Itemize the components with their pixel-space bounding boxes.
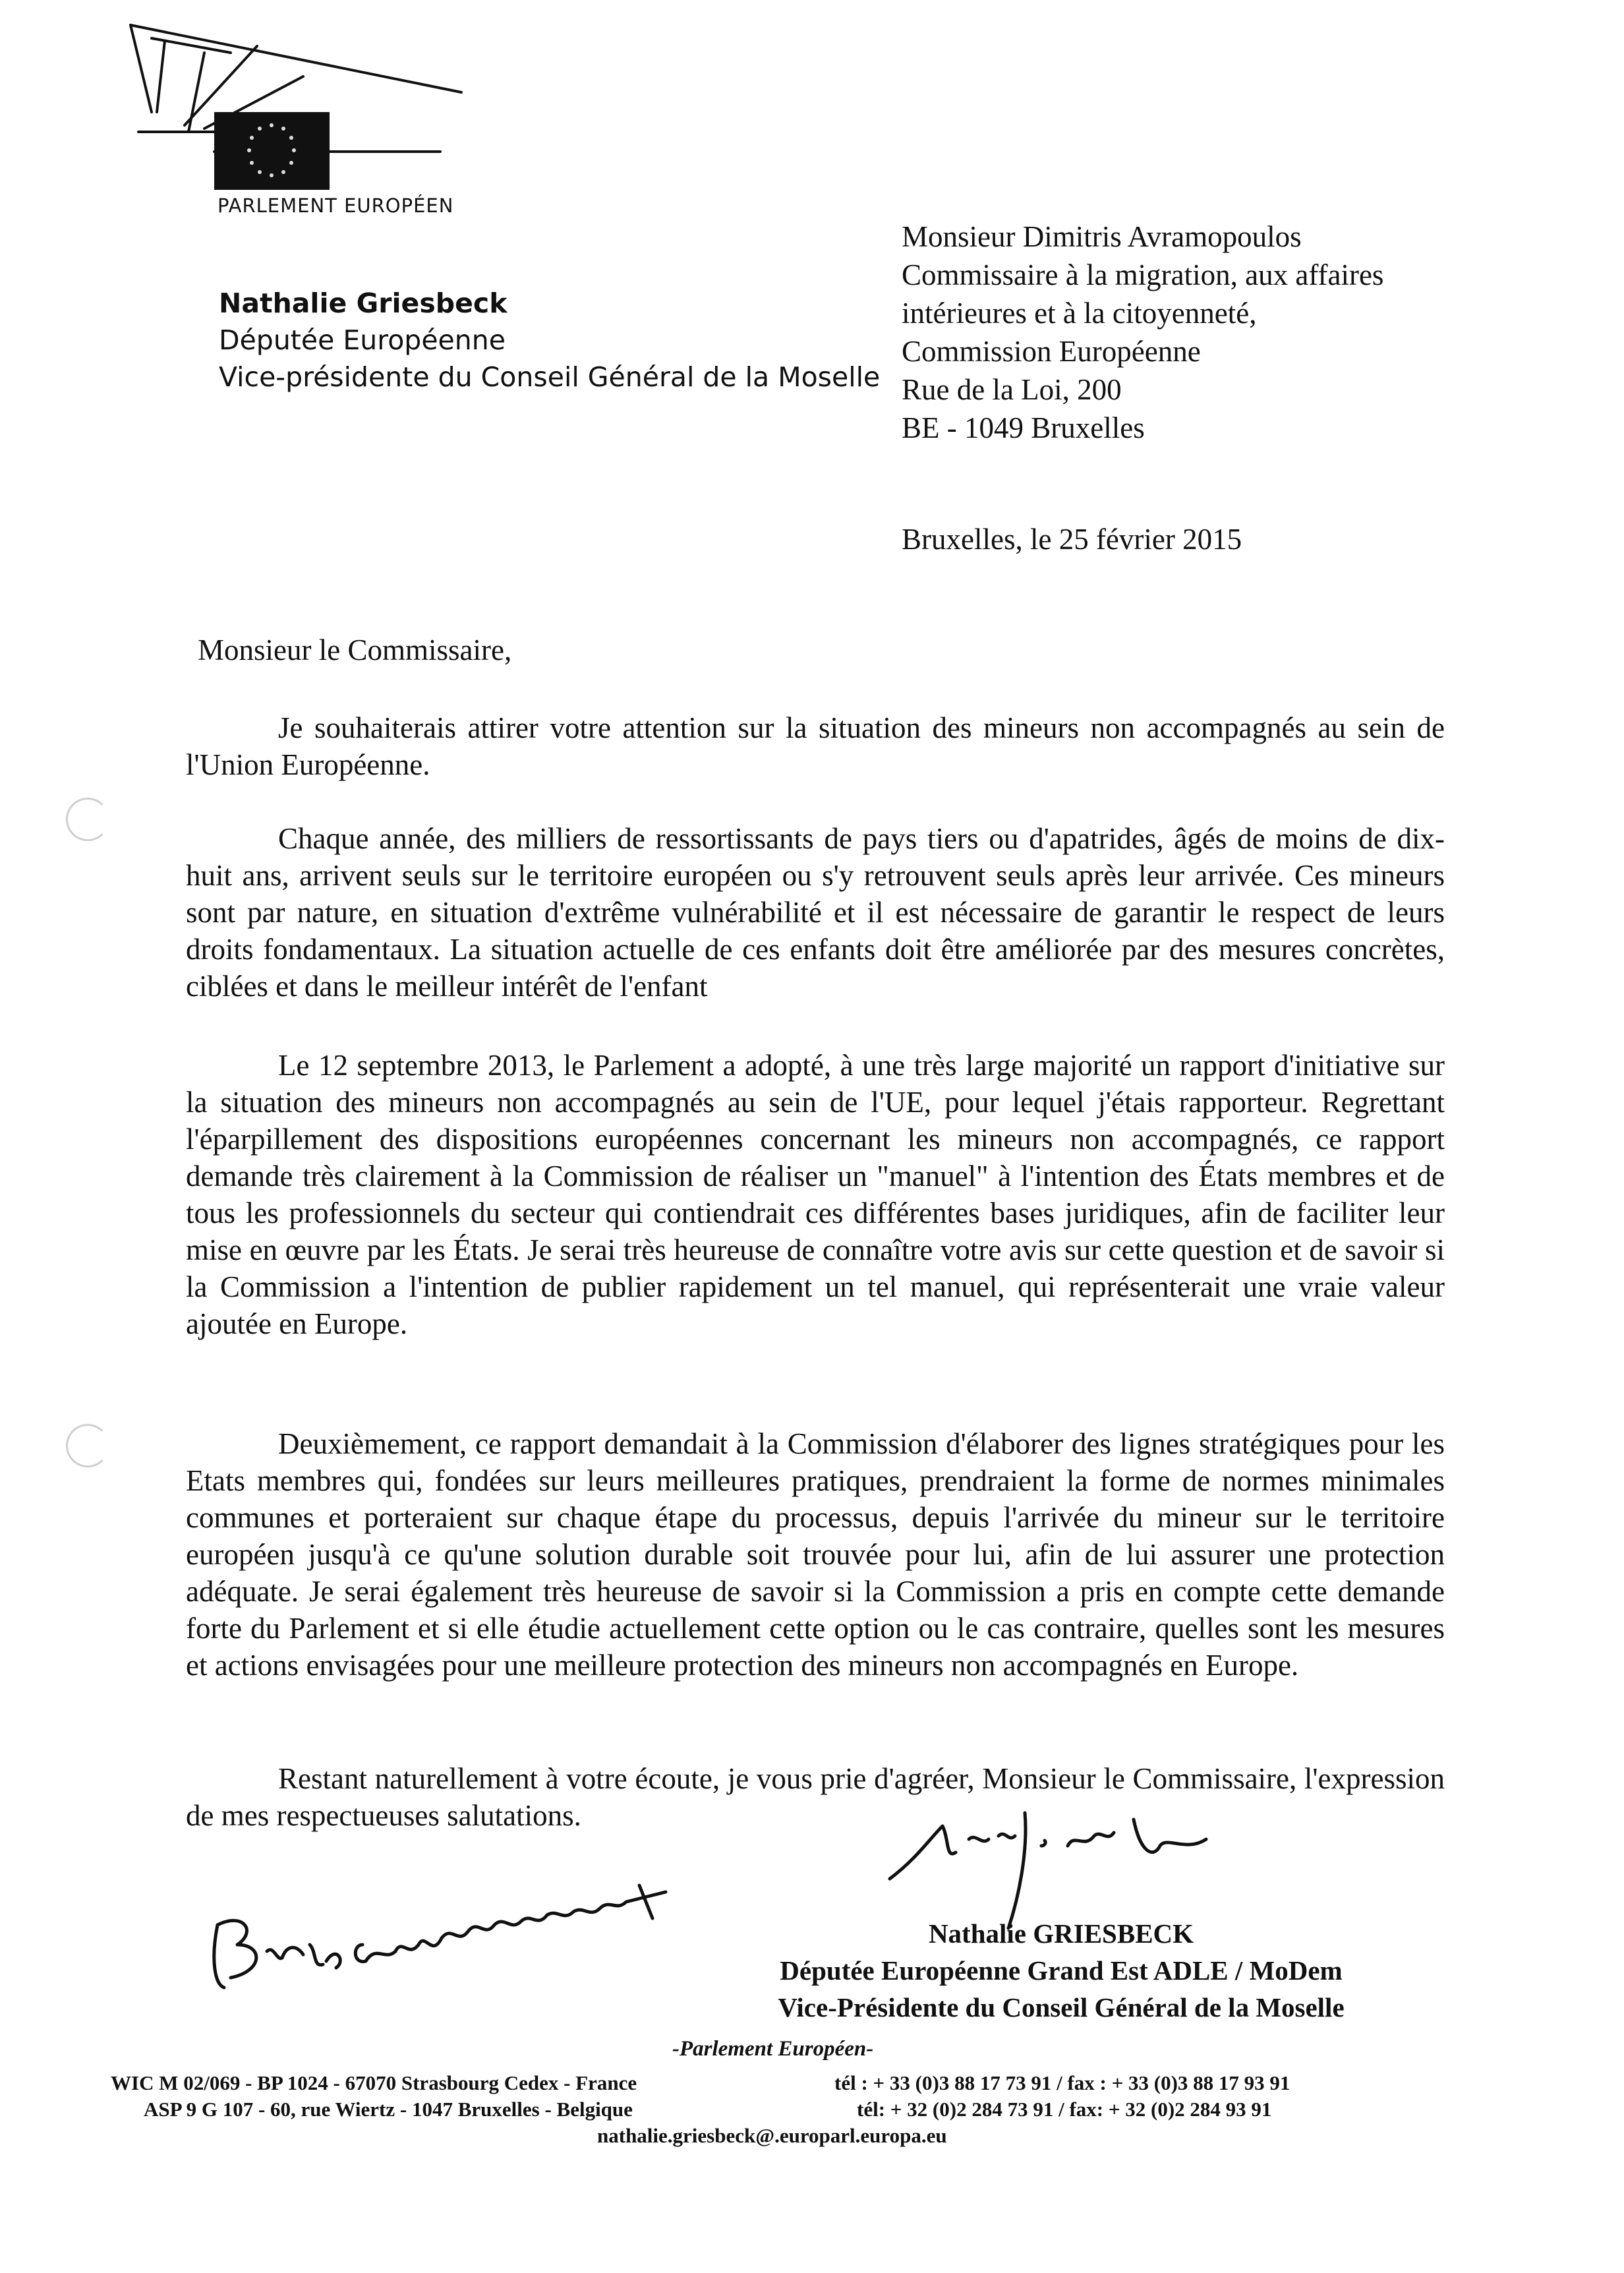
footer-phone-brussels: tél: + 32 (0)2 284 73 91 / fax: + 32 (0)2 284 93 91 xyxy=(857,2098,1272,2121)
sender-title-2: Vice-présidente du Conseil Général de la Moselle xyxy=(219,361,881,393)
handwritten-note xyxy=(204,1846,679,1997)
european-parliament-logo xyxy=(125,13,468,198)
paragraph-text: Chaque année, des milliers de ressortissants de pays tiers ou d'apatrides, âgés de moins de dix-huit ans, arrivent seuls sur le territoire européen ou s'y retrouvent seuls après leur arrivée. Ces mineurs sont par nature, en situation d'extrême vulnérabilité et il est nécessaire de garantir le respect de leurs droits fondamentaux. La situation actuelle de ces enfants doit être améliorée par des mesures concrètes, ciblées et dans le meilleur intérêt de l'enfant xyxy=(186,822,1445,1003)
closing-paragraph xyxy=(186,1760,1445,1834)
paragraph-text: Deuxièmement, ce rapport demandait à la Commission d'élaborer des lignes stratégiques pour les Etats membres qui, fondées sur leurs meilleures pratiques, prendraient la forme de normes minimales communes et porteraient sur chaque étape du processus, depuis l'arrivée du mineur sur le territoire européen jusqu'à ce qu'une solution durable soit trouvée pour lui, afin de lui assurer une protection adéquate. Je serai également très heureuse de savoir si la Commission a pris en compte cette demande forte du Parlement et si elle étudie actuellement cette option ou le cas contraire, quelles sont les mesures et actions envisagées pour une meilleure protection des mineurs non accompagnés en Europe. xyxy=(186,1427,1445,1682)
signature-block xyxy=(692,1915,1430,2026)
recipient-line: Rue de la Loi, 200 xyxy=(902,373,1122,406)
footer-email: nathalie.griesbeck@.europarl.europa.eu xyxy=(597,2124,947,2147)
recipient-address xyxy=(902,218,1383,447)
punch-hole-mark xyxy=(66,1424,109,1467)
footer-address-brussels: ASP 9 G 107 - 60, rue Wiertz - 1047 Bruxelles - Belgique xyxy=(144,2098,633,2121)
signatory-title-2: Vice-Présidente du Conseil Général de la Moselle xyxy=(778,1992,1345,2022)
recipient-line: intérieures et à la citoyenneté, xyxy=(902,297,1257,330)
sender-name: Nathalie Griesbeck xyxy=(219,287,508,319)
footer-phone-strasbourg: tél : + 33 (0)3 88 17 73 91 / fax : + 33 (0)3 88 17 93 91 xyxy=(834,2071,1290,2094)
body-paragraph xyxy=(186,709,1445,783)
paragraph-text: Le 12 septembre 2013, le Parlement a adopté, à une très large majorité un rapport d'initiative sur la situation des mineurs non accompagnés au sein de l'UE, pour lequel j'étais rapporteur. Regrettant l'éparpillement des dispositions européennes concernant les mineurs non accompagnés, ce rapport demande très clairement à la Commission de réaliser un "manuel" à l'intention des États membres et de tous les professionnels du secteur qui contiendrait ces différentes bases juridiques, afin de faciliter leur mise en œuvre par les États. Je serai très heureuse de connaître votre avis sur cette question et de savoir si la Commission a l'intention de publier rapidement un tel manuel, qui représenterait une vraie valeur ajoutée en Europe. xyxy=(186,1049,1445,1340)
body-paragraph xyxy=(186,1047,1445,1342)
body-paragraph xyxy=(186,820,1445,1005)
signatory-title: Députée Européenne Grand Est ADLE / MoDem xyxy=(780,1955,1343,1986)
recipient-line: Commissaire à la migration, aux affaires xyxy=(902,258,1384,291)
signatory-name: Nathalie GRIESBECK xyxy=(928,1918,1194,1949)
punch-hole-mark xyxy=(66,798,109,841)
footer-address-strasbourg: WIC M 02/069 - BP 1024 - 67070 Strasbourg Cedex - France xyxy=(111,2071,637,2094)
sender-title: Députée Européenne xyxy=(219,324,506,356)
footer-organization: -Parlement Européen- xyxy=(672,2037,874,2061)
sender-block xyxy=(219,285,880,396)
signature xyxy=(877,1800,1232,1932)
letter-date: Bruxelles, le 25 février 2015 xyxy=(902,523,1242,556)
recipient-line: BE - 1049 Bruxelles xyxy=(902,411,1145,444)
paragraph-text: Restant naturellement à votre écoute, je vous prie d'agréer, Monsieur le Commissaire, l'expression de mes respectueuses salutations. xyxy=(186,1762,1445,1832)
recipient-line: Monsieur Dimitris Avramopoulos xyxy=(902,220,1302,253)
body-paragraph xyxy=(186,1425,1445,1684)
organization-name: PARLEMENT EUROPÉEN xyxy=(218,194,454,217)
recipient-line: Commission Européenne xyxy=(902,335,1201,368)
salutation: Monsieur le Commissaire, xyxy=(198,634,512,666)
paragraph-text: Je souhaiterais attirer votre attention sur la situation des mineurs non accompagnés au sein de l'Union Européenne. xyxy=(186,711,1445,781)
